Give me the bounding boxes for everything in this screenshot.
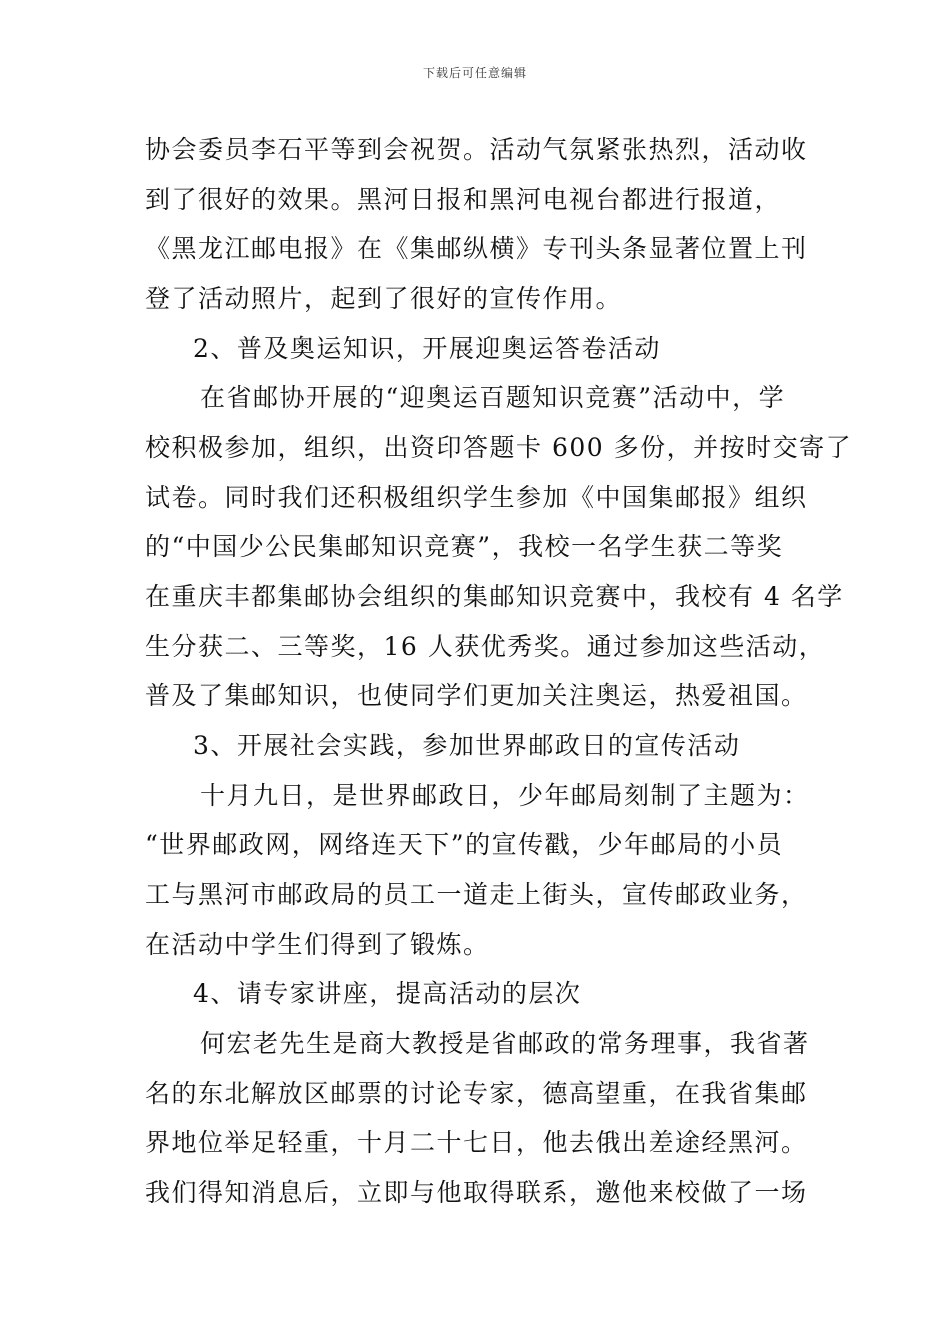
text-line: 我们得知消息后，立即与他取得联系，邀他来校做了一场 — [145, 1178, 808, 1207]
text-line: 试卷。同时我们还积极组织学生参加《中国集邮报》组织 — [145, 483, 808, 512]
text-line: 登了活动照片，起到了很好的宣传作用。 — [145, 284, 623, 313]
text-line: 到了很好的效果。黑河日报和黑河电视台都进行报道， — [145, 185, 782, 214]
text-line: 生分获二、三等奖，16 人获优秀奖。通过参加这些活动， — [145, 632, 826, 661]
text-line: 十月九日，是世界邮政日，少年邮局刻制了主题为： — [200, 781, 810, 810]
page-header: 下载后可任意编辑 — [422, 66, 527, 80]
text-line: 在活动中学生们得到了锻炼。 — [145, 930, 490, 959]
text-line: 普及了集邮知识，也使同学们更加关注奥运，热爱祖国。 — [145, 681, 808, 710]
text-line: 协会委员李石平等到会祝贺。活动气氛紧张热烈，活动收 — [145, 135, 808, 164]
text-line: 在省邮协开展的“迎奥运百题知识竞赛”活动中，学 — [200, 383, 786, 412]
text-line: 的“中国少公民集邮知识竞赛”，我校一名学生获二等奖 — [145, 532, 784, 561]
text-line: 界地位举足轻重，十月二十七日，他去俄出差途经黑河。 — [145, 1128, 808, 1157]
text-line: 在重庆丰都集邮协会组织的集邮知识竞赛中，我校有 4 名学 — [145, 582, 844, 611]
text-line: 名的东北解放区邮票的讨论专家，德高望重，在我省集邮 — [145, 1079, 808, 1108]
section-heading: 3、开展社会实践，参加世界邮政日的宣传活动 — [193, 731, 741, 760]
text-line: 《黑龙江邮电报》在《集邮纵横》专刊头条显著位置上刊 — [145, 234, 808, 263]
text-line: 校积极参加，组织，出资印答题卡 600 多份，并按时交寄了 — [145, 433, 853, 462]
section-heading: 4、请专家讲座，提高活动的层次 — [193, 979, 582, 1008]
text-line: 工与黑河市邮政局的员工一道走上街头，宣传邮政业务， — [145, 880, 808, 909]
section-heading: 2、普及奥运知识，开展迎奥运答卷活动 — [193, 334, 661, 363]
text-line: 何宏老先生是商大教授是省邮政的常务理事，我省著 — [200, 1029, 810, 1058]
text-line: “世界邮政网，网络连天下”的宣传戳，少年邮局的小员 — [145, 830, 784, 859]
